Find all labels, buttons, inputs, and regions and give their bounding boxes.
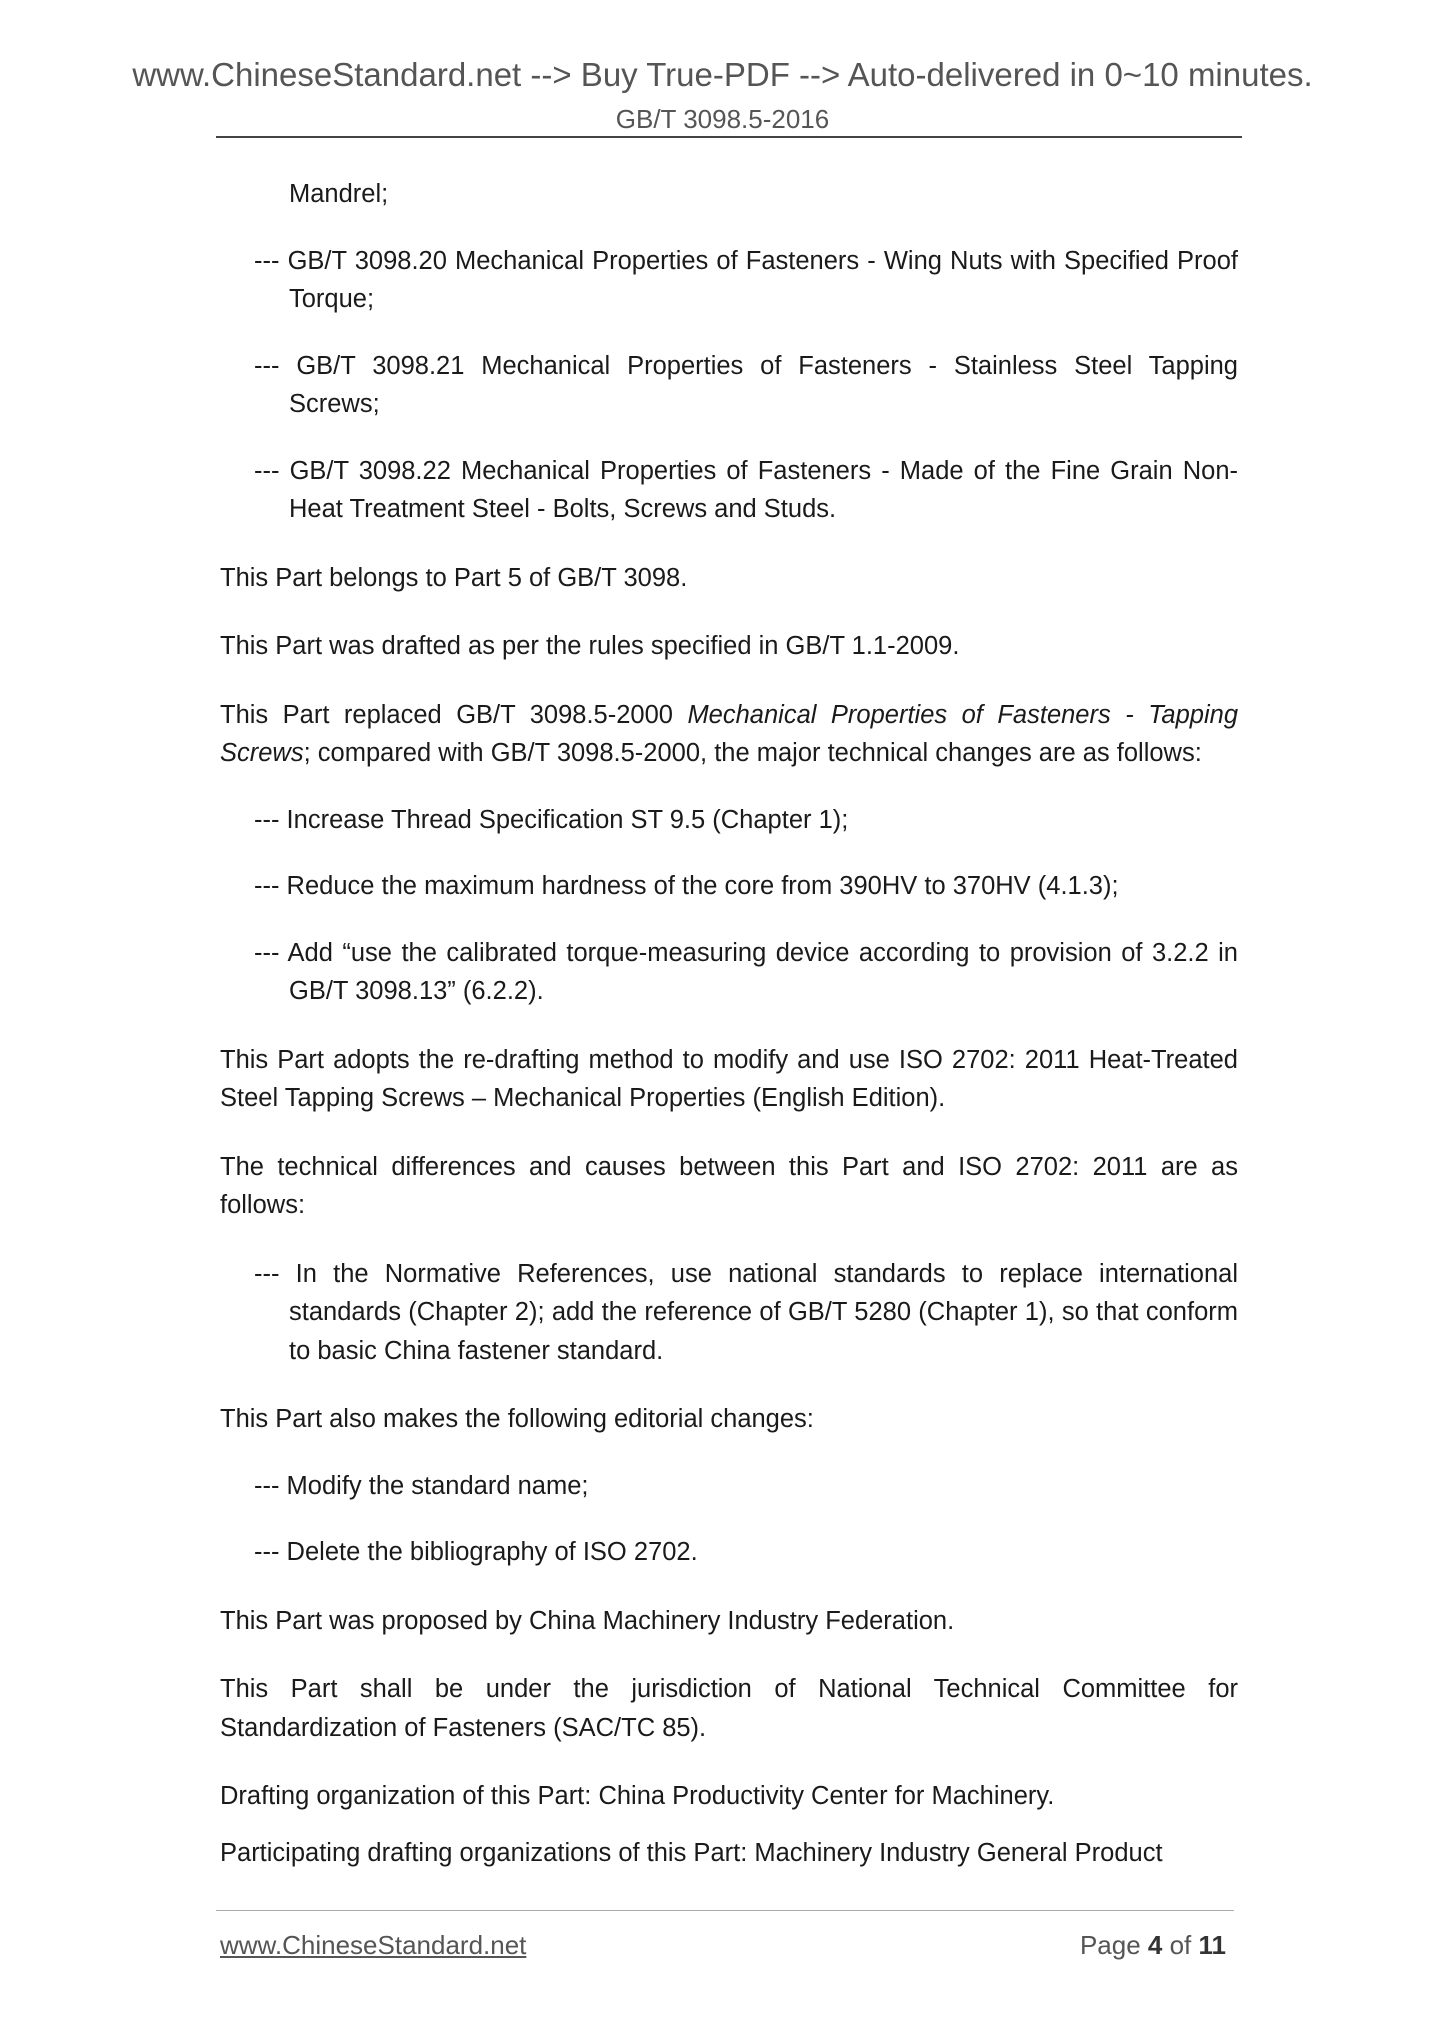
- page-number: [1080, 1932, 1226, 1958]
- header-divider: [216, 136, 1242, 138]
- footer-divider: [216, 1910, 1234, 1911]
- paragraph-replaced: [220, 696, 1238, 773]
- document-body: [220, 175, 1238, 1872]
- list-item: --- Modify the standard name;: [254, 1471, 589, 1500]
- paragraph-drafting-organization: Drafting organization of this Part: China Productivity Center for Machinery.: [220, 1782, 1055, 1810]
- list-item: --- GB/T 3098.21 Mechanical Properties of Fasteners - Stainless Steel Tapping Screws;: [254, 351, 1238, 418]
- replaced-text-after: ; compared with GB/T 3098.5-2000, the major technical changes are as follows:: [303, 739, 1202, 767]
- list-item: --- Delete the bibliography of ISO 2702.: [254, 1538, 698, 1566]
- paragraph-jurisdiction: This Part shall be under the jurisdiction of National Technical Committee for Standardization of Fasteners (SAC/TC 85).: [220, 1675, 1238, 1742]
- document-id: GB/T 3098.5-2016: [615, 104, 830, 134]
- page-current: 4: [1147, 1930, 1163, 1960]
- paragraph-participating: Participating drafting organizations of this Part: Machinery Industry General Product: [220, 1838, 1163, 1867]
- list-item: --- Add “use the calibrated torque-measuring device according to provision of 3.2.2 in GB/T 3098.13” (6.2.2).: [254, 938, 1238, 1005]
- banner-header: www.ChineseStandard.net --> Buy True-PDF --> Auto-delivered in 0~10 minutes.: [132, 56, 1313, 93]
- paragraph-adopts: This Part adopts the re-drafting method to modify and use ISO 2702: 2011 Heat-Treated Steel Tapping Screws – Mechanical Properties (English Edition).: [220, 1045, 1238, 1112]
- replaced-text-before: This Part replaced GB/T 3098.5-2000: [220, 700, 688, 729]
- list-item: --- GB/T 3098.20 Mechanical Properties of Fasteners - Wing Nuts with Specified Proof Torque;: [254, 246, 1238, 313]
- list-item: --- In the Normative References, use national standards to replace international standards (Chapter 2); add the reference of GB/T 5280 (Chapter 1), so that conform to basic China fastener standard.: [254, 1259, 1238, 1365]
- list-item: --- Increase Thread Specification ST 9.5 (Chapter 1);: [254, 805, 849, 834]
- paragraph-differences: The technical differences and causes between this Part and ISO 2702: 2011 are as follows:: [220, 1152, 1238, 1219]
- paragraph-belongs: This Part belongs to Part 5 of GB/T 3098.: [220, 563, 688, 592]
- continued-line: Mandrel;: [289, 180, 389, 208]
- list-item: --- GB/T 3098.22 Mechanical Properties of Fasteners - Made of the Fine Grain Non-Heat Treatment Steel - Bolts, Screws and Studs.: [254, 456, 1238, 523]
- paragraph-proposed: This Part was proposed by China Machinery Industry Federation.: [220, 1606, 955, 1635]
- footer-website-link[interactable]: www.ChineseStandard.net: [220, 1930, 527, 1960]
- paragraph-drafted: This Part was drafted as per the rules specified in GB/T 1.1-2009.: [220, 632, 960, 660]
- page-total: 11: [1198, 1930, 1226, 1960]
- page-of: of: [1162, 1930, 1199, 1960]
- paragraph-editorial: This Part also makes the following editorial changes:: [220, 1405, 814, 1433]
- replaced-standard-title: Mechanical Properties of Fasteners - Tapping Screws: [220, 700, 1239, 767]
- page-prefix: Page: [1079, 1930, 1148, 1960]
- list-item: --- Reduce the maximum hardness of the core from 390HV to 370HV (4.1.3);: [254, 872, 1119, 900]
